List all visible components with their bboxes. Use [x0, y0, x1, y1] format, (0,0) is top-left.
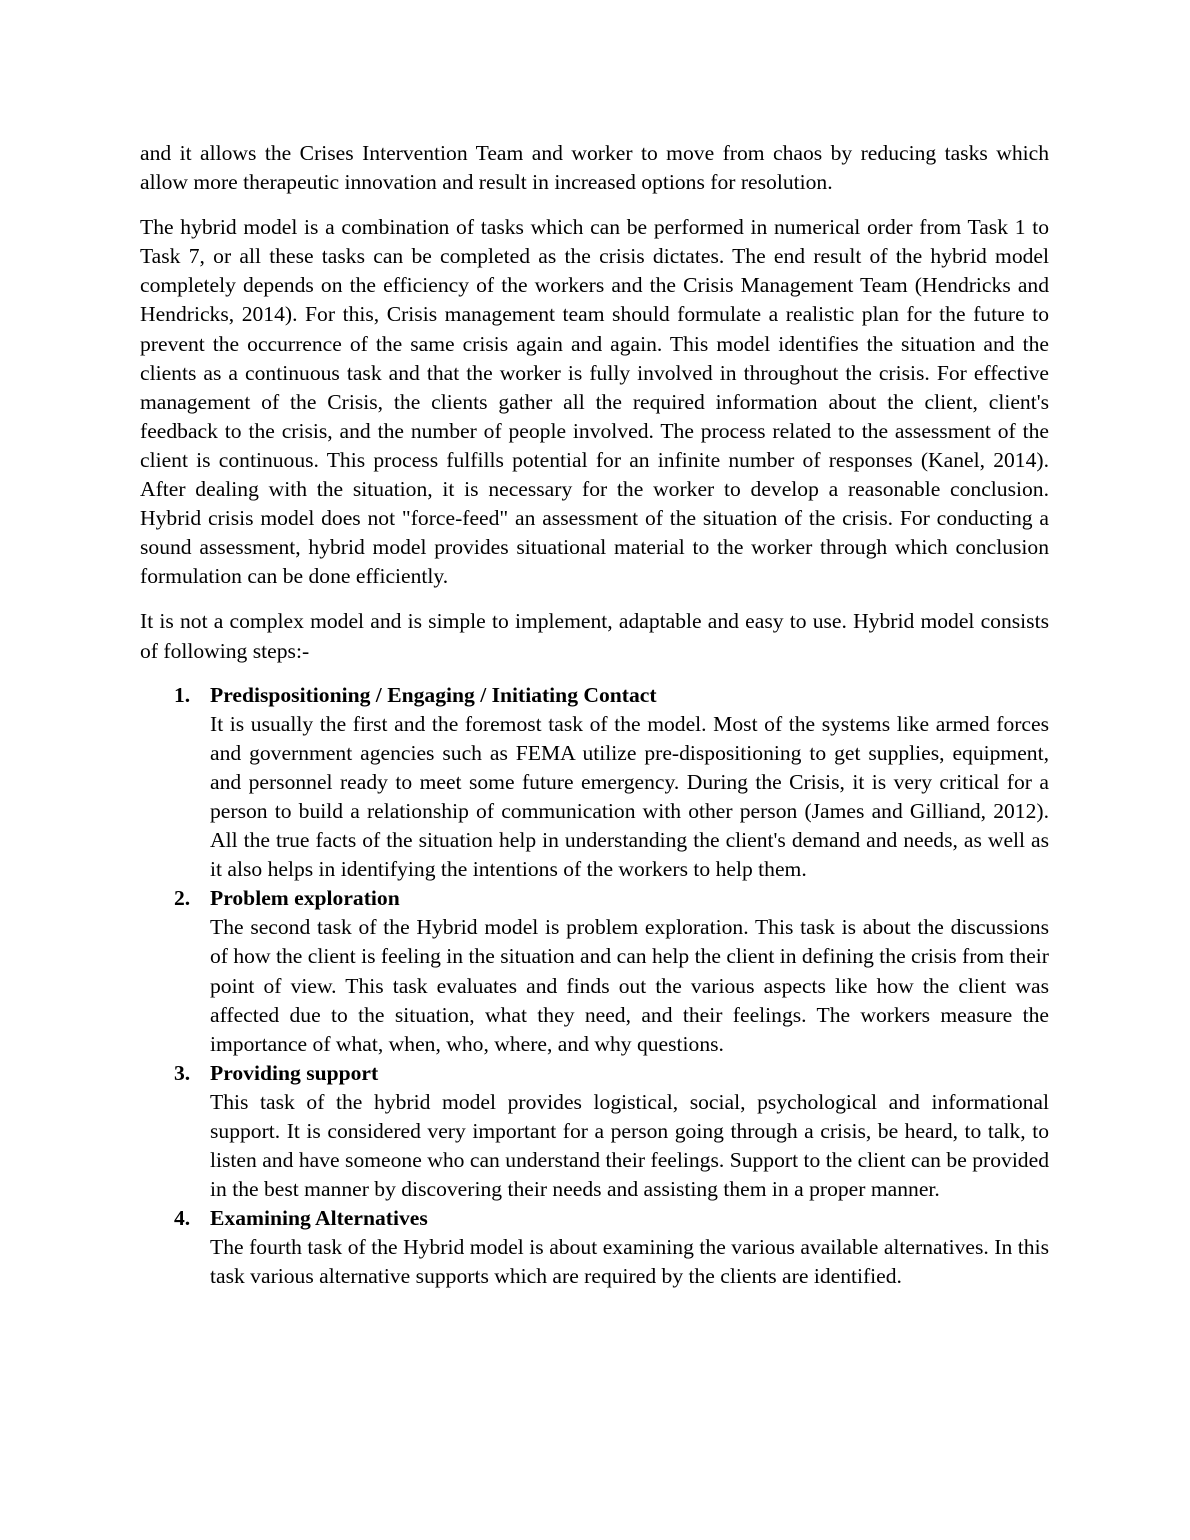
paragraph-continuation: and it allows the Crises Intervention Team and worker to move from chaos by reducing tasks which allow more therapeutic innovation and result in increased options for resolution.	[140, 141, 1049, 195]
list-item	[140, 1059, 1049, 1204]
task-body: The second task of the Hybrid model is problem exploration. This task is about the discussions of how the client is feeling in the situation and can help the client in defining the crisis from their point of view. This task evaluates and finds out the various aspects like how the client was affected due to the situation, what they need, and their feelings. The workers measure the importance of what, when, who, where, and why questions.	[210, 915, 1049, 1056]
list-number: 1.	[174, 682, 191, 707]
task-title: Providing support	[210, 1060, 379, 1085]
list-item	[140, 1204, 1049, 1291]
list-number: 4.	[174, 1206, 191, 1231]
task-body: This task of the hybrid model provides logistical, social, psychological and informational support. It is considered very important for a person going through a crisis, be heard, to talk, to listen and have someone who can understand their feelings. Support to the client can be provided in the best manner by discovering their needs and assisting them in a proper manner.	[210, 1089, 1049, 1202]
list-number: 2.	[174, 886, 191, 911]
task-title: Predispositioning / Engaging / Initiating Contact	[210, 682, 657, 707]
task-title: Examining Alternatives	[210, 1206, 428, 1231]
task-body: The fourth task of the Hybrid model is about examining the various available alternatives. In this task various alternative supports which are required by the clients are identified.	[210, 1235, 1049, 1289]
list-item	[140, 884, 1049, 1059]
task-list	[140, 681, 1049, 1292]
task-body: It is usually the first and the foremost task of the model. Most of the systems like armed forces and government agencies such as FEMA utilize pre-dispositioning to get supplies, equipment, and personnel ready to meet some future emergency. During the Crisis, it is very critical for a person to build a relationship of communication with other person (James and Gilliand, 2012). All the true facts of the situation help in understanding the client's demand and needs, as well as it also helps in identifying the intentions of the workers to help them.	[210, 711, 1049, 882]
list-number: 3.	[174, 1060, 191, 1085]
paragraph-steps-intro: It is not a complex model and is simple to implement, adaptable and easy to use. Hybrid model consists of following steps:-	[140, 609, 1049, 663]
list-item	[140, 681, 1049, 885]
task-title: Problem exploration	[210, 886, 400, 911]
document-page	[140, 139, 1049, 1292]
paragraph-hybrid-model: The hybrid model is a combination of tasks which can be performed in numerical order from Task 1 to Task 7, or all these tasks can be completed as the crisis dictates. The end result of the hybrid model completely depends on the efficiency of the workers and the Crisis Management Team (Hendricks and Hendricks, 2014). For this, Crisis management team should formulate a realistic plan for the future to prevent the occurrence of the same crisis again and again. This model identifies the situation and the clients as a continuous task and that the worker is fully involved in throughout the crisis. For effective management of the Crisis, the clients gather all the required information about the client, client's feedback to the crisis, and the number of people involved. The process related to the assessment of the client is continuous. This process fulfills potential for an infinite number of responses (Kanel, 2014). After dealing with the situation, it is necessary for the worker to develop a reasonable conclusion. Hybrid crisis model does not "force-feed" an assessment of the situation of the crisis. For conducting a sound assessment, hybrid model provides situational material to the worker through which conclusion formulation can be done efficiently.	[140, 215, 1049, 589]
